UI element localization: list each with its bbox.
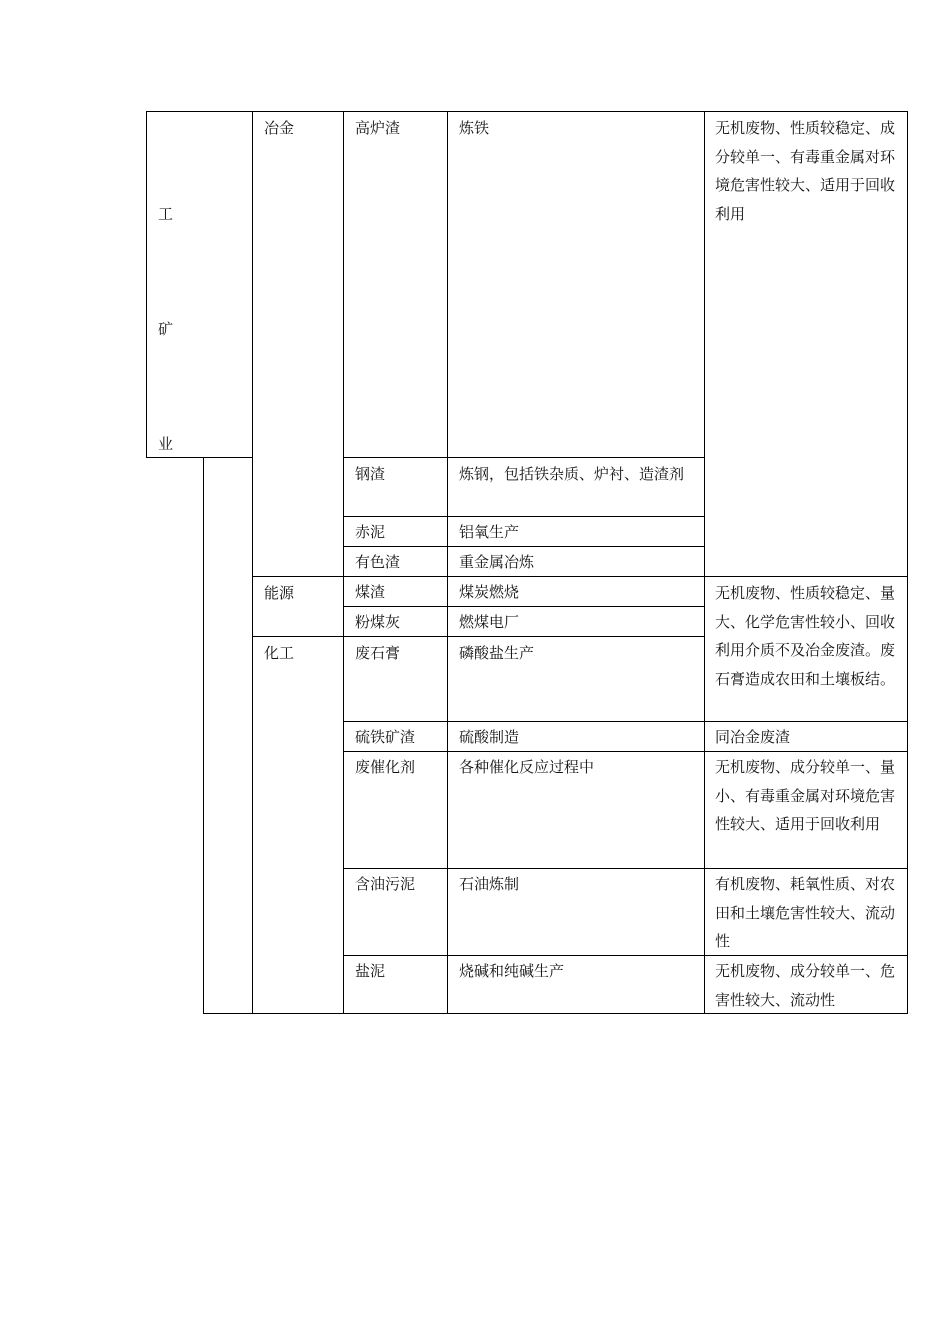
feature-oil-sludge: 有机废物、耗氧性质、对农田和土壤危害性较大、流动性: [715, 875, 896, 950]
sector-char: 业: [158, 435, 174, 453]
waste-source: 煤炭燃烧: [459, 583, 520, 601]
group-chemical: 化工: [264, 644, 295, 662]
waste-source: 烧碱和纯碱生产: [459, 962, 565, 980]
waste-source: 石油炼制: [459, 875, 520, 893]
waste-source: 各种催化反应过程中: [459, 758, 595, 776]
feature-pyrite: 同冶金废渣: [715, 728, 791, 746]
feature-energy-gypsum: 无机废物、性质较稳定、量大、化学危害性较小、回收利用介质不及冶金废渣。废石膏造成农田和土壤板结。: [715, 584, 896, 688]
table-border: [146, 111, 147, 458]
table-border: [447, 111, 448, 1014]
sector-char: 工: [158, 205, 174, 223]
row-divider: [343, 516, 705, 517]
row-divider: [343, 868, 908, 869]
group-metallurgy: 冶金: [264, 119, 295, 137]
waste-name: 盐泥: [355, 962, 386, 980]
waste-name: 赤泥: [355, 523, 386, 541]
row-divider: [343, 457, 705, 458]
waste-name: 含油污泥: [355, 875, 416, 893]
sector-char: 矿: [158, 320, 174, 338]
row-divider: [343, 546, 705, 547]
waste-name: 有色渣: [355, 553, 401, 571]
waste-source: 磷酸盐生产: [459, 644, 535, 662]
waste-name: 粉煤灰: [355, 613, 401, 631]
waste-source: 炼钢，包括铁杂质、炉衬、造渣剂: [459, 465, 685, 483]
feature-metallurgy: 无机废物、性质较稳定、成分较单一、有毒重金属对环境危害性较大、适用于回收利用: [715, 119, 896, 223]
row-divider: [343, 751, 908, 752]
group-energy: 能源: [264, 584, 295, 602]
table-border: [203, 457, 204, 1014]
table-border: [907, 111, 908, 1014]
waste-name: 高炉渣: [355, 119, 401, 137]
row-divider: [343, 721, 908, 722]
waste-source: 铝氧生产: [459, 523, 520, 541]
waste-name: 硫铁矿渣: [355, 728, 416, 746]
table-border: [252, 111, 253, 1014]
waste-source: 硫酸制造: [459, 728, 520, 746]
waste-name: 废石膏: [355, 644, 401, 662]
row-divider: [343, 606, 705, 607]
waste-name: 废催化剂: [355, 758, 416, 776]
feature-catalyst: 无机废物、成分较单一、量小、有毒重金属对环境危害性较大、适用于回收利用: [715, 758, 896, 833]
table-border: [343, 111, 344, 1014]
waste-source: 重金属冶炼: [459, 553, 535, 571]
table-border: [704, 111, 705, 1014]
feature-salt-mud: 无机废物、成分较单一、危害性较大、流动性: [715, 962, 896, 1009]
waste-source: 炼铁: [459, 119, 490, 137]
waste-name: 煤渣: [355, 583, 386, 601]
table-border: [146, 457, 253, 458]
waste-name: 钢渣: [355, 465, 386, 483]
table-border: [146, 111, 908, 112]
waste-source: 燃煤电厂: [459, 613, 520, 631]
row-divider: [252, 576, 908, 577]
